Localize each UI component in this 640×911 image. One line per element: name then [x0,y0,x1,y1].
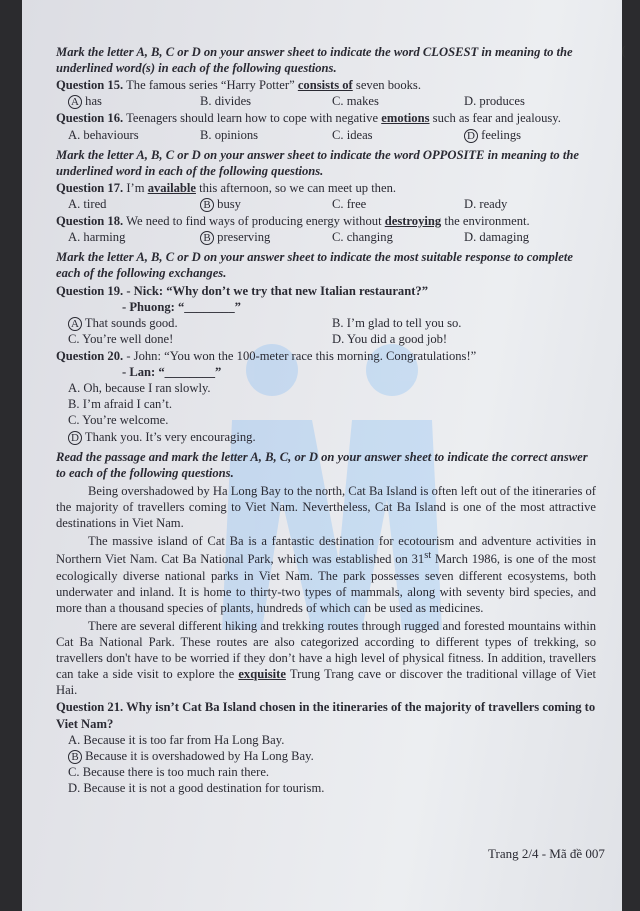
q18-option-a[interactable]: A. harming [68,230,126,245]
instruction-reading: Read the passage and mark the letter A, B, C, or D on your answer sheet to indicate the correct answer to each of the following questions. [56,449,588,480]
question-15: Question 15. The famous series “Harry Potter” consists of seven books. [56,78,421,93]
q20-reply: - Lan: “________” [122,365,222,380]
q21-option-d[interactable]: D. Because it is not a good destination for tourism. [68,781,325,795]
q19-option-b[interactable]: B. I’m glad to tell you so. [332,315,462,330]
q19-options [68,315,596,347]
q15-option-a[interactable]: A has [68,93,200,109]
q17-option-b[interactable]: B busy [200,196,332,212]
answer-circle-icon: A [68,317,82,331]
q20-option-d[interactable]: D Thank you. It’s very encouraging. [68,429,596,445]
q20-option-a[interactable]: A. Oh, because I ran slowly. [68,381,211,396]
q21-option-b[interactable]: B Because it is overshadowed by Ha Long Bay. [68,748,596,764]
q18-option-c[interactable]: C. changing [332,230,393,245]
q18-options [68,229,596,245]
page-footer: Trang 2/4 - Mã đề 007 [488,846,605,861]
question-17: Question 17. I’m available this afternoon, so we can meet up then. [56,180,397,195]
answer-circle-icon: B [68,750,82,764]
instruction-response: Mark the letter A, B, C or D on your answer sheet to indicate the most suitable response to complete each of the following exchanges. [56,250,573,281]
q15-option-d[interactable]: D. produces [464,94,525,109]
q18-option-b[interactable]: B preserving [200,229,332,245]
q15-options [68,93,596,109]
instruction-opposite: Mark the letter A, B, C or D on your answer sheet to indicate the word OPPOSITE in meaning to the underlined word in each of the following questions. [56,147,579,178]
exam-content [56,40,596,796]
q16-option-a[interactable]: A. behaviours [68,127,139,142]
passage-paragraph-2: The massive island of Cat Ba is a fantastic destination for ecotourism and adventure activities in Northern Viet Nam. Cat Ba National Park, which was established on 31st March 1986, is one of the most ecologically diverse national parks in Viet Nam. The park possesses seven different ecosystems, both underwater and inland. It is home to thirty-two types of mammals, along with seventy bird species, and more than a thousand species of plants, hundreds of which can be used as medicines. [56,534,596,615]
answer-circle-icon: B [200,231,214,245]
q18-option-d[interactable]: D. damaging [464,230,530,245]
q16-option-d[interactable]: D feelings [464,127,596,143]
answer-circle-icon: A [68,95,82,109]
q17-option-a[interactable]: A. tired [68,196,107,211]
q19-option-a[interactable]: A That sounds good. [68,315,332,331]
passage-paragraph-1: Being overshadowed by Ha Long Bay to the north, Cat Ba Island is often left out of the itineraries of the majority of travellers coming to Viet Nam. Nevertheless, Cat Ba Island is one of the most attractive destinations in Viet Nam. [56,483,596,531]
q20-option-c[interactable]: C. You’re welcome. [68,413,169,428]
q19-reply: - Phuong: “________” [122,299,241,314]
q19-option-c[interactable]: C. You’re well done! [68,331,174,346]
passage-paragraph-3: There are several different hiking and trekking routes through rugged and forested mountains within Cat Ba National Park. These routes are also categorized according to different types of trekking, so travellers don't have to be worried if they don’t have a high level of physical fitness. In addition, travellers can take a side visit to explore the exquisite Trung Trang cave or discover the traditional village of Viet Hai. [56,618,596,698]
q21-option-a[interactable]: A. Because it is too far from Ha Long Bay. [68,732,285,747]
q15-option-c[interactable]: C. makes [332,94,379,109]
q20-option-b[interactable]: B. I’m afraid I can’t. [68,397,172,412]
q19-option-d[interactable]: D. You did a good job! [332,331,448,346]
question-18: Question 18. We need to find ways of producing energy without destroying the environment. [56,214,530,229]
answer-circle-icon: D [68,431,82,445]
question-20: Question 20. - John: “You won the 100-meter race this morning. Congratulations!” [56,348,477,363]
question-16: Question 16. Teenagers should learn how to cope with negative emotions such as fear and jealousy. [56,111,561,126]
edge-mark: ( [621,44,626,59]
q15-option-b[interactable]: B. divides [200,94,252,109]
exam-page [22,0,626,911]
q17-option-c[interactable]: C. free [332,196,367,211]
q16-option-c[interactable]: C. ideas [332,127,373,142]
answer-circle-icon: B [200,198,214,212]
question-21: Question 21. Why isn’t Cat Ba Island chosen in the itineraries of the majority of travellers coming to Viet Nam? [56,700,596,731]
q21-option-c[interactable]: C. Because there is too much rain there. [68,764,270,779]
q17-option-d[interactable]: D. ready [464,196,508,211]
q17-options [68,196,596,212]
instruction-closest: Mark the letter A, B, C or D on your answer sheet to indicate the word CLOSEST in meaning to the underlined word(s) in each of the following questions. [56,45,573,76]
q16-option-b[interactable]: B. opinions [200,127,259,142]
q16-options [68,127,596,143]
question-19: Question 19. - Nick: “Why don’t we try that new Italian restaurant?” [56,283,428,298]
answer-circle-icon: D [464,129,478,143]
